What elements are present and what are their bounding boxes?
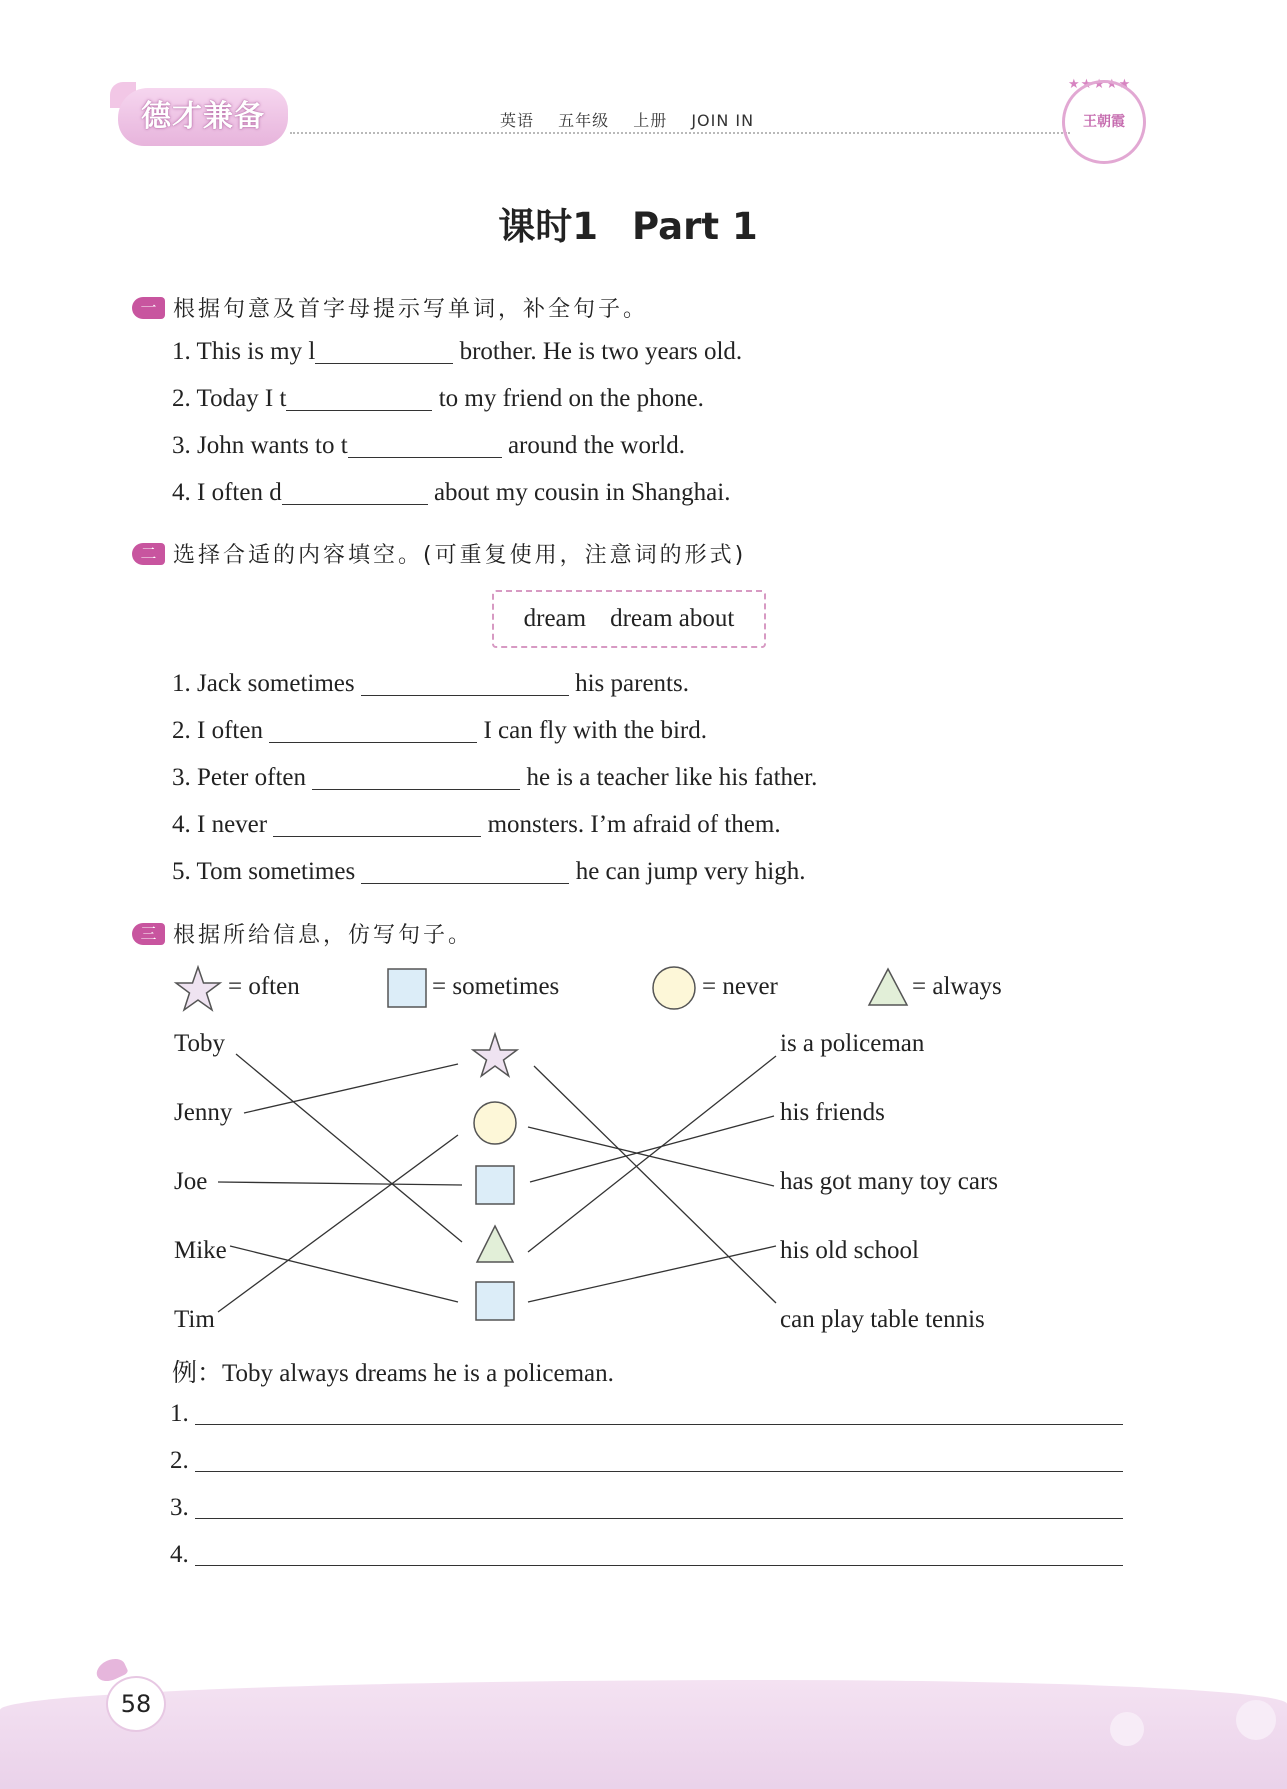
answer-number-2: 2. — [170, 1447, 189, 1474]
line-jenny-star — [244, 1064, 458, 1113]
section1-badge: 一 — [132, 297, 165, 319]
s1-item-3-after: around the world. — [507, 432, 685, 459]
phrase-policeman: is a policeman — [780, 1030, 925, 1057]
answer-row-4 — [170, 1541, 1123, 1569]
name-jenny: Jenny — [174, 1099, 233, 1126]
answer-line-2[interactable] — [195, 1449, 1123, 1472]
legend-often: = often — [228, 973, 300, 1000]
line-square-friends — [530, 1116, 774, 1182]
section2-badge: 二 — [132, 543, 165, 565]
s2-item-4-after: monsters. I’m afraid of them. — [487, 811, 781, 838]
line-mike-square — [230, 1246, 458, 1302]
header-subject: 英语 — [500, 111, 535, 130]
answer-line-1[interactable] — [195, 1402, 1123, 1425]
s1-item-1-before: 1. This is my l — [172, 338, 316, 365]
s1-item-4-after: about my cousin in Shanghai. — [433, 479, 731, 506]
answer-line-4[interactable] — [195, 1543, 1123, 1566]
answer-line-3[interactable] — [195, 1496, 1123, 1519]
s1-item-3-before: 3. John wants to t — [172, 432, 348, 459]
s2-item-5-before: 5. Tom sometimes — [172, 858, 356, 885]
legend-never: = never — [702, 973, 778, 1000]
line-tim-circle — [218, 1135, 458, 1312]
diagram-circle-icon — [474, 1102, 516, 1144]
phrase-toy-cars: has got many toy cars — [780, 1168, 999, 1195]
s2-item-2-before: 2. I often — [172, 717, 263, 744]
section2-instruction: 选择合适的内容填空。(可重复使用，注意词的形式) — [173, 543, 747, 568]
answer-number-4: 4. — [170, 1541, 189, 1568]
line-star-table-tennis — [534, 1066, 776, 1303]
phrase-friends: his friends — [780, 1099, 885, 1126]
line-joe-square — [218, 1182, 462, 1185]
diagram-star-icon — [473, 1034, 517, 1076]
name-joe: Joe — [174, 1168, 208, 1195]
diagram-square-icon-2 — [476, 1282, 514, 1320]
s1-item-2-before: 2. Today I t — [172, 385, 287, 412]
word-dream-about: dream about — [610, 605, 735, 632]
example-sentence: 例：Toby always dreams he is a policeman. — [172, 1360, 614, 1387]
section1-instruction: 根据句意及首字母提示写单词，补全句子。 — [173, 297, 649, 322]
answer-row-3 — [170, 1494, 1123, 1522]
header-series: JOIN IN — [691, 111, 755, 130]
answer-row-2 — [170, 1447, 1123, 1475]
phrase-old-school: his old school — [780, 1237, 919, 1264]
name-mike: Mike — [174, 1237, 227, 1264]
publisher-seal: 王朝霞 — [1062, 80, 1146, 164]
answer-number-3: 3. — [170, 1494, 189, 1521]
header-volume: 上册 — [633, 111, 668, 130]
s2-item-3-before: 3. Peter often — [172, 764, 306, 791]
legend-always: = always — [912, 973, 1002, 1000]
diagram-triangle-icon — [477, 1226, 513, 1262]
s1-item-1-after: brother. He is two years old. — [459, 338, 743, 365]
s2-item-2-after: I can fly with the bird. — [483, 717, 708, 744]
brand-logo: 德才兼备 — [118, 88, 288, 146]
word-dream: dream — [523, 605, 587, 632]
lesson-label: 课时1 — [498, 205, 599, 248]
s2-item-4-before: 4. I never — [172, 811, 268, 838]
footer-wave — [0, 1680, 1287, 1789]
s1-item-4-before: 4. I often d — [172, 479, 282, 506]
s2-item-1-before: 1. Jack sometimes — [172, 670, 355, 697]
legend-sometimes: = sometimes — [432, 973, 560, 1000]
answer-row-1 — [170, 1400, 1123, 1428]
s2-item-5-after: he can jump very high. — [575, 858, 806, 885]
page-number: 58 — [106, 1676, 166, 1732]
name-toby: Toby — [174, 1030, 226, 1057]
seal-stars-icon: ★★★★★ — [1068, 76, 1132, 91]
diagram-square-icon-1 — [476, 1166, 514, 1204]
answer-number-1: 1. — [170, 1400, 189, 1427]
line-toby-triangle — [236, 1054, 462, 1242]
line-circle-toy-cars — [528, 1127, 774, 1186]
header-grade: 五年级 — [558, 111, 610, 130]
s1-item-2-after: to my friend on the phone. — [438, 385, 704, 412]
s2-item-3-after: he is a teacher like his father. — [526, 764, 818, 791]
line-triangle-policeman — [528, 1056, 776, 1252]
phrase-table-tennis: can play table tennis — [780, 1306, 985, 1333]
name-tim: Tim — [174, 1306, 215, 1333]
s2-item-1-after: his parents. — [575, 670, 689, 697]
section3-instruction: 根据所给信息，仿写句子。 — [173, 923, 474, 948]
footer-bubble — [1236, 1700, 1276, 1740]
line-square-old-school — [528, 1246, 776, 1302]
part-label: Part 1 — [632, 205, 758, 248]
section3-badge: 三 — [132, 923, 165, 945]
footer-bubble — [1110, 1712, 1144, 1746]
